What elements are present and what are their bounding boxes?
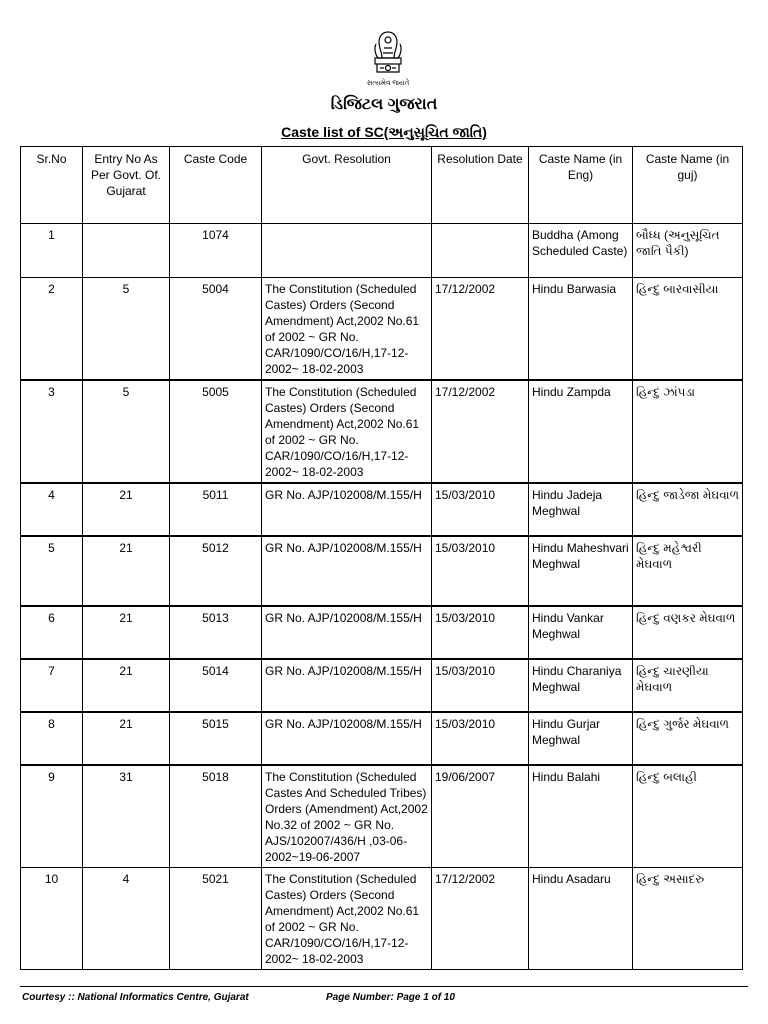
table-row [21, 224, 743, 278]
cell-sr-no: 2 [21, 278, 83, 381]
cell-caste-code: 5011 [170, 483, 262, 536]
cell-caste-name-guj: હિન્દુ ચારણીયા મેઘવાળ [633, 659, 743, 712]
cell-sr-no: 5 [21, 536, 83, 606]
cell-caste-name-guj: હિન્દુ જાડેજા મેઘવાળ [633, 483, 743, 536]
cell-caste-name-eng: Hindu Jadeja Meghwal [529, 483, 633, 536]
cell-govt-resolution: GR No. AJP/102008/M.155/H [262, 606, 432, 659]
cell-govt-resolution: GR No. AJP/102008/M.155/H [262, 712, 432, 765]
cell-entry-no: 5 [83, 278, 170, 381]
page-title: Caste list of SC(અનુસૂચિત જાતિ) [281, 124, 487, 140]
cell-caste-name-eng: Hindu Charaniya Meghwal [529, 659, 633, 712]
cell-caste-code: 5018 [170, 765, 262, 868]
cell-entry-no: 21 [83, 659, 170, 712]
cell-caste-name-eng: Hindu Asadaru [529, 868, 633, 970]
cell-entry-no: 21 [83, 483, 170, 536]
table-row [21, 380, 743, 483]
cell-caste-code: 5014 [170, 659, 262, 712]
cell-entry-no [83, 224, 170, 278]
cell-sr-no: 6 [21, 606, 83, 659]
cell-caste-name-guj: હિન્દુ અસાદરુ [633, 868, 743, 970]
cell-sr-no: 10 [21, 868, 83, 970]
cell-resolution-date: 17/12/2002 [432, 278, 529, 381]
cell-entry-no: 5 [83, 380, 170, 483]
column-header-caste-name-eng: Caste Name (in Eng) [529, 147, 633, 224]
cell-caste-name-eng: Hindu Zampda [529, 380, 633, 483]
table-row [21, 536, 743, 606]
cell-caste-name-guj: હિન્દુ બલાહી [633, 765, 743, 868]
cell-resolution-date: 15/03/2010 [432, 536, 529, 606]
table-row [21, 278, 743, 381]
cell-resolution-date: 17/12/2002 [432, 380, 529, 483]
cell-govt-resolution: The Constitution (Scheduled Castes) Orders (Second Amendment) Act,2002 No.61 of 2002 ~ GR No. CAR/1090/CO/16/H,17-12-2002~ 18-02-2003 [262, 278, 432, 381]
cell-caste-name-guj: હિન્દુ ગુર્જર મેઘવાળ [633, 712, 743, 765]
table-row [21, 606, 743, 659]
cell-caste-code: 5015 [170, 712, 262, 765]
cell-resolution-date: 15/03/2010 [432, 606, 529, 659]
cell-entry-no: 4 [83, 868, 170, 970]
cell-caste-code: 5004 [170, 278, 262, 381]
cell-resolution-date: 15/03/2010 [432, 659, 529, 712]
cell-caste-code: 5012 [170, 536, 262, 606]
footer-divider [20, 986, 748, 987]
cell-caste-name-eng: Buddha (Among Scheduled Caste) [529, 224, 633, 278]
cell-resolution-date: 15/03/2010 [432, 483, 529, 536]
cell-caste-code: 1074 [170, 224, 262, 278]
cell-sr-no: 3 [21, 380, 83, 483]
cell-govt-resolution: The Constitution (Scheduled Castes And Scheduled Tribes) Orders (Amendment) Act,2002 No.32 of 2002 ~ GR No. AJS/102007/436/H ,03-06-2002~19-06-2007 [262, 765, 432, 868]
cell-sr-no: 4 [21, 483, 83, 536]
page-title-gujarati: ડિજિટલ ગુજરાત [330, 96, 438, 113]
column-header-sr-no: Sr.No [21, 147, 83, 224]
cell-govt-resolution: GR No. AJP/102008/M.155/H [262, 483, 432, 536]
cell-govt-resolution: GR No. AJP/102008/M.155/H [262, 536, 432, 606]
cell-govt-resolution: The Constitution (Scheduled Castes) Orders (Second Amendment) Act,2002 No.61 of 2002 ~ GR No. CAR/1090/CO/16/H,17-12-2002~ 18-02-2003 [262, 868, 432, 970]
column-header-resolution-date: Resolution Date [432, 147, 529, 224]
cell-govt-resolution [262, 224, 432, 278]
cell-caste-name-guj: હિન્દુ મહેશ્વરી મેઘવાળ [633, 536, 743, 606]
column-header-caste-name-guj: Caste Name (in guj) [633, 147, 743, 224]
cell-entry-no: 21 [83, 536, 170, 606]
cell-caste-name-eng: Hindu Vankar Meghwal [529, 606, 633, 659]
footer-courtesy: Courtesy :: National Informatics Centre, Gujarat [22, 992, 249, 1003]
cell-sr-no: 1 [21, 224, 83, 278]
cell-caste-code: 5005 [170, 380, 262, 483]
cell-caste-name-eng: Hindu Gurjar Meghwal [529, 712, 633, 765]
cell-caste-name-guj: હિન્દુ બારવાસીયા [633, 278, 743, 381]
table-row [21, 483, 743, 536]
cell-resolution-date: 17/12/2002 [432, 868, 529, 970]
caste-table [20, 146, 743, 970]
cell-caste-name-guj: હિન્દુ વણકર મેઘવાળ [633, 606, 743, 659]
cell-entry-no: 31 [83, 765, 170, 868]
cell-entry-no: 21 [83, 606, 170, 659]
column-header-govt-resolution: Govt. Resolution [262, 147, 432, 224]
cell-sr-no: 8 [21, 712, 83, 765]
cell-caste-code: 5021 [170, 868, 262, 970]
cell-caste-name-eng: Hindu Barwasia [529, 278, 633, 381]
cell-caste-name-eng: Hindu Balahi [529, 765, 633, 868]
cell-caste-code: 5013 [170, 606, 262, 659]
cell-caste-name-guj: હિન્દુ ઝાંપડા [633, 380, 743, 483]
cell-sr-no: 9 [21, 765, 83, 868]
cell-resolution-date: 15/03/2010 [432, 712, 529, 765]
table-row [21, 765, 743, 868]
table-header-row [21, 147, 743, 224]
table-row [21, 659, 743, 712]
emblem-caption: સત્યમેવ જયતે [366, 80, 410, 87]
cell-sr-no: 7 [21, 659, 83, 712]
cell-entry-no: 21 [83, 712, 170, 765]
column-header-entry-no: Entry No As Per Govt. Of. Gujarat [83, 147, 170, 224]
cell-govt-resolution: GR No. AJP/102008/M.155/H [262, 659, 432, 712]
table-row [21, 712, 743, 765]
cell-govt-resolution: The Constitution (Scheduled Castes) Orders (Second Amendment) Act,2002 No.61 of 2002 ~ GR No. CAR/1090/CO/16/H,17-12-2002~ 18-02-2003 [262, 380, 432, 483]
cell-caste-name-guj: બૌધ્ધ (અનુસૂચિત જાતિ પૈકી) [633, 224, 743, 278]
cell-resolution-date: 19/06/2007 [432, 765, 529, 868]
cell-resolution-date [432, 224, 529, 278]
table-row [21, 868, 743, 970]
column-header-caste-code: Caste Code [170, 147, 262, 224]
footer-page-number: Page Number: Page 1 of 10 [326, 992, 455, 1003]
cell-caste-name-eng: Hindu Maheshvari Meghwal [529, 536, 633, 606]
